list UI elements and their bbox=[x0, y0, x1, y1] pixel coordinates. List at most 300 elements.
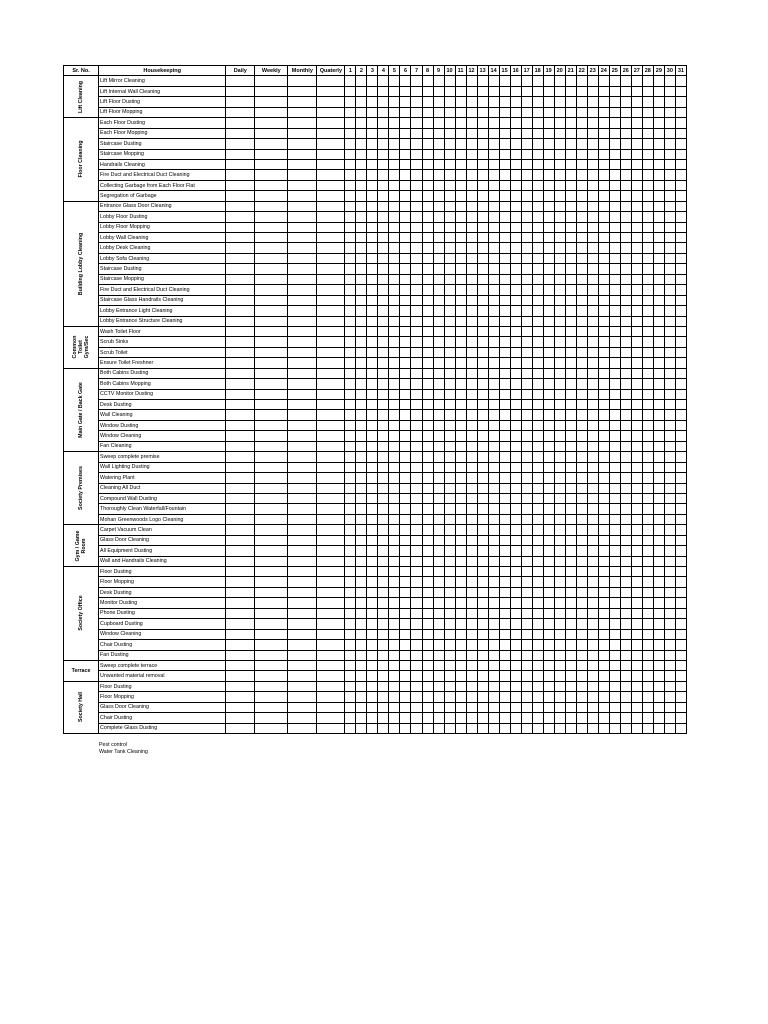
check-cell[interactable] bbox=[317, 201, 345, 211]
check-cell[interactable] bbox=[620, 264, 631, 274]
check-cell[interactable] bbox=[444, 253, 455, 263]
check-cell[interactable] bbox=[521, 410, 532, 420]
check-cell[interactable] bbox=[400, 253, 411, 263]
check-cell[interactable] bbox=[411, 681, 422, 691]
check-cell[interactable] bbox=[488, 212, 499, 222]
check-cell[interactable] bbox=[499, 598, 510, 608]
check-cell[interactable] bbox=[488, 650, 499, 660]
check-cell[interactable] bbox=[587, 76, 598, 86]
check-cell[interactable] bbox=[255, 379, 288, 389]
check-cell[interactable] bbox=[543, 681, 554, 691]
check-cell[interactable] bbox=[367, 483, 378, 493]
check-cell[interactable] bbox=[433, 431, 444, 441]
check-cell[interactable] bbox=[378, 97, 389, 107]
check-cell[interactable] bbox=[400, 493, 411, 503]
check-cell[interactable] bbox=[488, 660, 499, 670]
check-cell[interactable] bbox=[477, 107, 488, 117]
check-cell[interactable] bbox=[477, 483, 488, 493]
check-cell[interactable] bbox=[226, 629, 255, 639]
check-cell[interactable] bbox=[510, 441, 521, 451]
check-cell[interactable] bbox=[587, 598, 598, 608]
check-cell[interactable] bbox=[255, 535, 288, 545]
check-cell[interactable] bbox=[356, 400, 367, 410]
check-cell[interactable] bbox=[455, 556, 466, 566]
check-cell[interactable] bbox=[367, 400, 378, 410]
check-cell[interactable] bbox=[642, 180, 653, 190]
check-cell[interactable] bbox=[455, 577, 466, 587]
check-cell[interactable] bbox=[532, 76, 543, 86]
check-cell[interactable] bbox=[378, 535, 389, 545]
check-cell[interactable] bbox=[400, 452, 411, 462]
check-cell[interactable] bbox=[477, 598, 488, 608]
check-cell[interactable] bbox=[226, 525, 255, 535]
check-cell[interactable] bbox=[400, 431, 411, 441]
check-cell[interactable] bbox=[620, 389, 631, 399]
check-cell[interactable] bbox=[255, 274, 288, 284]
check-cell[interactable] bbox=[400, 410, 411, 420]
check-cell[interactable] bbox=[620, 483, 631, 493]
check-cell[interactable] bbox=[356, 264, 367, 274]
check-cell[interactable] bbox=[226, 306, 255, 316]
check-cell[interactable] bbox=[477, 191, 488, 201]
check-cell[interactable] bbox=[378, 128, 389, 138]
check-cell[interactable] bbox=[488, 483, 499, 493]
check-cell[interactable] bbox=[356, 285, 367, 295]
check-cell[interactable] bbox=[675, 410, 686, 420]
check-cell[interactable] bbox=[288, 243, 317, 253]
check-cell[interactable] bbox=[532, 149, 543, 159]
check-cell[interactable] bbox=[609, 598, 620, 608]
check-cell[interactable] bbox=[609, 650, 620, 660]
check-cell[interactable] bbox=[444, 629, 455, 639]
check-cell[interactable] bbox=[653, 650, 664, 660]
check-cell[interactable] bbox=[653, 243, 664, 253]
check-cell[interactable] bbox=[587, 504, 598, 514]
check-cell[interactable] bbox=[543, 358, 554, 368]
check-cell[interactable] bbox=[499, 681, 510, 691]
check-cell[interactable] bbox=[642, 128, 653, 138]
check-cell[interactable] bbox=[400, 337, 411, 347]
check-cell[interactable] bbox=[631, 389, 642, 399]
check-cell[interactable] bbox=[422, 556, 433, 566]
check-cell[interactable] bbox=[675, 97, 686, 107]
check-cell[interactable] bbox=[356, 483, 367, 493]
check-cell[interactable] bbox=[345, 598, 356, 608]
check-cell[interactable] bbox=[345, 118, 356, 128]
check-cell[interactable] bbox=[587, 326, 598, 336]
check-cell[interactable] bbox=[576, 702, 587, 712]
check-cell[interactable] bbox=[488, 577, 499, 587]
check-cell[interactable] bbox=[317, 180, 345, 190]
check-cell[interactable] bbox=[499, 201, 510, 211]
check-cell[interactable] bbox=[255, 306, 288, 316]
check-cell[interactable] bbox=[609, 400, 620, 410]
check-cell[interactable] bbox=[521, 441, 532, 451]
check-cell[interactable] bbox=[367, 368, 378, 378]
check-cell[interactable] bbox=[400, 159, 411, 169]
check-cell[interactable] bbox=[510, 410, 521, 420]
check-cell[interactable] bbox=[675, 128, 686, 138]
check-cell[interactable] bbox=[532, 608, 543, 618]
check-cell[interactable] bbox=[554, 525, 565, 535]
check-cell[interactable] bbox=[288, 535, 317, 545]
check-cell[interactable] bbox=[521, 86, 532, 96]
check-cell[interactable] bbox=[433, 692, 444, 702]
check-cell[interactable] bbox=[631, 473, 642, 483]
check-cell[interactable] bbox=[653, 347, 664, 357]
check-cell[interactable] bbox=[389, 233, 400, 243]
check-cell[interactable] bbox=[609, 253, 620, 263]
check-cell[interactable] bbox=[226, 233, 255, 243]
check-cell[interactable] bbox=[356, 462, 367, 472]
check-cell[interactable] bbox=[554, 410, 565, 420]
check-cell[interactable] bbox=[466, 723, 477, 733]
check-cell[interactable] bbox=[499, 139, 510, 149]
check-cell[interactable] bbox=[455, 180, 466, 190]
check-cell[interactable] bbox=[226, 222, 255, 232]
check-cell[interactable] bbox=[400, 473, 411, 483]
check-cell[interactable] bbox=[400, 650, 411, 660]
check-cell[interactable] bbox=[543, 452, 554, 462]
check-cell[interactable] bbox=[488, 128, 499, 138]
check-cell[interactable] bbox=[288, 671, 317, 681]
check-cell[interactable] bbox=[488, 264, 499, 274]
check-cell[interactable] bbox=[675, 681, 686, 691]
check-cell[interactable] bbox=[477, 577, 488, 587]
check-cell[interactable] bbox=[510, 420, 521, 430]
check-cell[interactable] bbox=[631, 107, 642, 117]
check-cell[interactable] bbox=[444, 180, 455, 190]
check-cell[interactable] bbox=[576, 452, 587, 462]
check-cell[interactable] bbox=[444, 535, 455, 545]
check-cell[interactable] bbox=[554, 159, 565, 169]
check-cell[interactable] bbox=[532, 358, 543, 368]
check-cell[interactable] bbox=[653, 76, 664, 86]
check-cell[interactable] bbox=[288, 368, 317, 378]
check-cell[interactable] bbox=[466, 431, 477, 441]
check-cell[interactable] bbox=[488, 692, 499, 702]
check-cell[interactable] bbox=[565, 118, 576, 128]
check-cell[interactable] bbox=[521, 671, 532, 681]
check-cell[interactable] bbox=[422, 358, 433, 368]
check-cell[interactable] bbox=[532, 431, 543, 441]
check-cell[interactable] bbox=[554, 629, 565, 639]
check-cell[interactable] bbox=[642, 598, 653, 608]
check-cell[interactable] bbox=[226, 713, 255, 723]
check-cell[interactable] bbox=[288, 483, 317, 493]
check-cell[interactable] bbox=[653, 671, 664, 681]
check-cell[interactable] bbox=[554, 420, 565, 430]
check-cell[interactable] bbox=[444, 358, 455, 368]
check-cell[interactable] bbox=[378, 358, 389, 368]
check-cell[interactable] bbox=[620, 128, 631, 138]
check-cell[interactable] bbox=[653, 420, 664, 430]
check-cell[interactable] bbox=[565, 452, 576, 462]
check-cell[interactable] bbox=[587, 431, 598, 441]
check-cell[interactable] bbox=[317, 222, 345, 232]
check-cell[interactable] bbox=[367, 222, 378, 232]
check-cell[interactable] bbox=[488, 420, 499, 430]
check-cell[interactable] bbox=[444, 640, 455, 650]
check-cell[interactable] bbox=[499, 389, 510, 399]
check-cell[interactable] bbox=[576, 347, 587, 357]
check-cell[interactable] bbox=[521, 420, 532, 430]
check-cell[interactable] bbox=[255, 368, 288, 378]
check-cell[interactable] bbox=[455, 452, 466, 462]
check-cell[interactable] bbox=[226, 295, 255, 305]
check-cell[interactable] bbox=[532, 139, 543, 149]
check-cell[interactable] bbox=[422, 713, 433, 723]
check-cell[interactable] bbox=[345, 577, 356, 587]
check-cell[interactable] bbox=[631, 723, 642, 733]
check-cell[interactable] bbox=[477, 640, 488, 650]
check-cell[interactable] bbox=[288, 556, 317, 566]
check-cell[interactable] bbox=[433, 598, 444, 608]
check-cell[interactable] bbox=[565, 493, 576, 503]
check-cell[interactable] bbox=[510, 619, 521, 629]
check-cell[interactable] bbox=[598, 452, 609, 462]
check-cell[interactable] bbox=[554, 107, 565, 117]
check-cell[interactable] bbox=[543, 660, 554, 670]
check-cell[interactable] bbox=[488, 410, 499, 420]
check-cell[interactable] bbox=[455, 107, 466, 117]
check-cell[interactable] bbox=[345, 389, 356, 399]
check-cell[interactable] bbox=[356, 650, 367, 660]
check-cell[interactable] bbox=[411, 97, 422, 107]
check-cell[interactable] bbox=[367, 462, 378, 472]
check-cell[interactable] bbox=[642, 567, 653, 577]
check-cell[interactable] bbox=[288, 650, 317, 660]
check-cell[interactable] bbox=[317, 546, 345, 556]
check-cell[interactable] bbox=[510, 201, 521, 211]
check-cell[interactable] bbox=[543, 316, 554, 326]
check-cell[interactable] bbox=[554, 243, 565, 253]
check-cell[interactable] bbox=[631, 222, 642, 232]
check-cell[interactable] bbox=[488, 243, 499, 253]
check-cell[interactable] bbox=[226, 107, 255, 117]
check-cell[interactable] bbox=[422, 389, 433, 399]
check-cell[interactable] bbox=[378, 274, 389, 284]
check-cell[interactable] bbox=[255, 243, 288, 253]
check-cell[interactable] bbox=[675, 389, 686, 399]
check-cell[interactable] bbox=[620, 410, 631, 420]
check-cell[interactable] bbox=[226, 326, 255, 336]
check-cell[interactable] bbox=[543, 640, 554, 650]
check-cell[interactable] bbox=[598, 128, 609, 138]
check-cell[interactable] bbox=[587, 567, 598, 577]
check-cell[interactable] bbox=[255, 462, 288, 472]
check-cell[interactable] bbox=[378, 337, 389, 347]
check-cell[interactable] bbox=[255, 212, 288, 222]
check-cell[interactable] bbox=[288, 525, 317, 535]
check-cell[interactable] bbox=[499, 233, 510, 243]
check-cell[interactable] bbox=[554, 713, 565, 723]
check-cell[interactable] bbox=[664, 180, 675, 190]
check-cell[interactable] bbox=[554, 326, 565, 336]
check-cell[interactable] bbox=[664, 567, 675, 577]
check-cell[interactable] bbox=[543, 76, 554, 86]
check-cell[interactable] bbox=[510, 608, 521, 618]
check-cell[interactable] bbox=[543, 326, 554, 336]
check-cell[interactable] bbox=[510, 640, 521, 650]
check-cell[interactable] bbox=[521, 379, 532, 389]
check-cell[interactable] bbox=[554, 514, 565, 524]
check-cell[interactable] bbox=[620, 295, 631, 305]
check-cell[interactable] bbox=[609, 556, 620, 566]
check-cell[interactable] bbox=[477, 76, 488, 86]
check-cell[interactable] bbox=[433, 608, 444, 618]
check-cell[interactable] bbox=[521, 97, 532, 107]
check-cell[interactable] bbox=[609, 723, 620, 733]
check-cell[interactable] bbox=[400, 567, 411, 577]
check-cell[interactable] bbox=[477, 379, 488, 389]
check-cell[interactable] bbox=[488, 347, 499, 357]
check-cell[interactable] bbox=[444, 546, 455, 556]
check-cell[interactable] bbox=[631, 608, 642, 618]
check-cell[interactable] bbox=[433, 619, 444, 629]
check-cell[interactable] bbox=[488, 316, 499, 326]
check-cell[interactable] bbox=[675, 180, 686, 190]
check-cell[interactable] bbox=[642, 326, 653, 336]
check-cell[interactable] bbox=[620, 201, 631, 211]
check-cell[interactable] bbox=[543, 619, 554, 629]
check-cell[interactable] bbox=[609, 97, 620, 107]
check-cell[interactable] bbox=[411, 441, 422, 451]
check-cell[interactable] bbox=[653, 118, 664, 128]
check-cell[interactable] bbox=[477, 253, 488, 263]
check-cell[interactable] bbox=[226, 493, 255, 503]
check-cell[interactable] bbox=[631, 253, 642, 263]
check-cell[interactable] bbox=[598, 326, 609, 336]
check-cell[interactable] bbox=[477, 243, 488, 253]
check-cell[interactable] bbox=[422, 723, 433, 733]
check-cell[interactable] bbox=[609, 264, 620, 274]
check-cell[interactable] bbox=[631, 170, 642, 180]
check-cell[interactable] bbox=[255, 702, 288, 712]
check-cell[interactable] bbox=[554, 567, 565, 577]
check-cell[interactable] bbox=[455, 306, 466, 316]
check-cell[interactable] bbox=[554, 180, 565, 190]
check-cell[interactable] bbox=[226, 441, 255, 451]
check-cell[interactable] bbox=[356, 556, 367, 566]
check-cell[interactable] bbox=[620, 462, 631, 472]
check-cell[interactable] bbox=[587, 723, 598, 733]
check-cell[interactable] bbox=[317, 347, 345, 357]
check-cell[interactable] bbox=[631, 128, 642, 138]
check-cell[interactable] bbox=[378, 640, 389, 650]
check-cell[interactable] bbox=[488, 368, 499, 378]
check-cell[interactable] bbox=[532, 400, 543, 410]
check-cell[interactable] bbox=[675, 483, 686, 493]
check-cell[interactable] bbox=[609, 295, 620, 305]
check-cell[interactable] bbox=[499, 159, 510, 169]
check-cell[interactable] bbox=[411, 713, 422, 723]
check-cell[interactable] bbox=[345, 264, 356, 274]
check-cell[interactable] bbox=[433, 514, 444, 524]
check-cell[interactable] bbox=[411, 285, 422, 295]
check-cell[interactable] bbox=[422, 326, 433, 336]
check-cell[interactable] bbox=[532, 264, 543, 274]
check-cell[interactable] bbox=[226, 337, 255, 347]
check-cell[interactable] bbox=[411, 493, 422, 503]
check-cell[interactable] bbox=[653, 191, 664, 201]
check-cell[interactable] bbox=[631, 368, 642, 378]
check-cell[interactable] bbox=[356, 139, 367, 149]
check-cell[interactable] bbox=[317, 389, 345, 399]
check-cell[interactable] bbox=[620, 608, 631, 618]
check-cell[interactable] bbox=[543, 264, 554, 274]
check-cell[interactable] bbox=[532, 389, 543, 399]
check-cell[interactable] bbox=[664, 264, 675, 274]
check-cell[interactable] bbox=[477, 473, 488, 483]
check-cell[interactable] bbox=[345, 400, 356, 410]
check-cell[interactable] bbox=[488, 97, 499, 107]
check-cell[interactable] bbox=[411, 504, 422, 514]
check-cell[interactable] bbox=[565, 431, 576, 441]
check-cell[interactable] bbox=[255, 253, 288, 263]
check-cell[interactable] bbox=[317, 285, 345, 295]
check-cell[interactable] bbox=[587, 274, 598, 284]
check-cell[interactable] bbox=[455, 233, 466, 243]
check-cell[interactable] bbox=[609, 128, 620, 138]
check-cell[interactable] bbox=[356, 410, 367, 420]
check-cell[interactable] bbox=[653, 86, 664, 96]
check-cell[interactable] bbox=[675, 671, 686, 681]
check-cell[interactable] bbox=[664, 504, 675, 514]
check-cell[interactable] bbox=[356, 452, 367, 462]
check-cell[interactable] bbox=[444, 274, 455, 284]
check-cell[interactable] bbox=[510, 389, 521, 399]
check-cell[interactable] bbox=[444, 118, 455, 128]
check-cell[interactable] bbox=[554, 306, 565, 316]
check-cell[interactable] bbox=[317, 619, 345, 629]
check-cell[interactable] bbox=[356, 274, 367, 284]
check-cell[interactable] bbox=[477, 692, 488, 702]
check-cell[interactable] bbox=[317, 76, 345, 86]
check-cell[interactable] bbox=[653, 285, 664, 295]
check-cell[interactable] bbox=[477, 180, 488, 190]
check-cell[interactable] bbox=[576, 681, 587, 691]
check-cell[interactable] bbox=[499, 650, 510, 660]
check-cell[interactable] bbox=[378, 264, 389, 274]
check-cell[interactable] bbox=[389, 577, 400, 587]
check-cell[interactable] bbox=[631, 420, 642, 430]
check-cell[interactable] bbox=[598, 337, 609, 347]
check-cell[interactable] bbox=[288, 431, 317, 441]
check-cell[interactable] bbox=[565, 149, 576, 159]
check-cell[interactable] bbox=[433, 170, 444, 180]
check-cell[interactable] bbox=[587, 316, 598, 326]
check-cell[interactable] bbox=[642, 379, 653, 389]
check-cell[interactable] bbox=[488, 629, 499, 639]
check-cell[interactable] bbox=[356, 619, 367, 629]
check-cell[interactable] bbox=[543, 598, 554, 608]
check-cell[interactable] bbox=[356, 473, 367, 483]
check-cell[interactable] bbox=[554, 441, 565, 451]
check-cell[interactable] bbox=[532, 368, 543, 378]
check-cell[interactable] bbox=[653, 546, 664, 556]
check-cell[interactable] bbox=[543, 107, 554, 117]
check-cell[interactable] bbox=[543, 650, 554, 660]
check-cell[interactable] bbox=[576, 400, 587, 410]
check-cell[interactable] bbox=[345, 306, 356, 316]
check-cell[interactable] bbox=[345, 295, 356, 305]
check-cell[interactable] bbox=[488, 619, 499, 629]
check-cell[interactable] bbox=[400, 86, 411, 96]
check-cell[interactable] bbox=[477, 452, 488, 462]
check-cell[interactable] bbox=[422, 483, 433, 493]
check-cell[interactable] bbox=[554, 253, 565, 263]
